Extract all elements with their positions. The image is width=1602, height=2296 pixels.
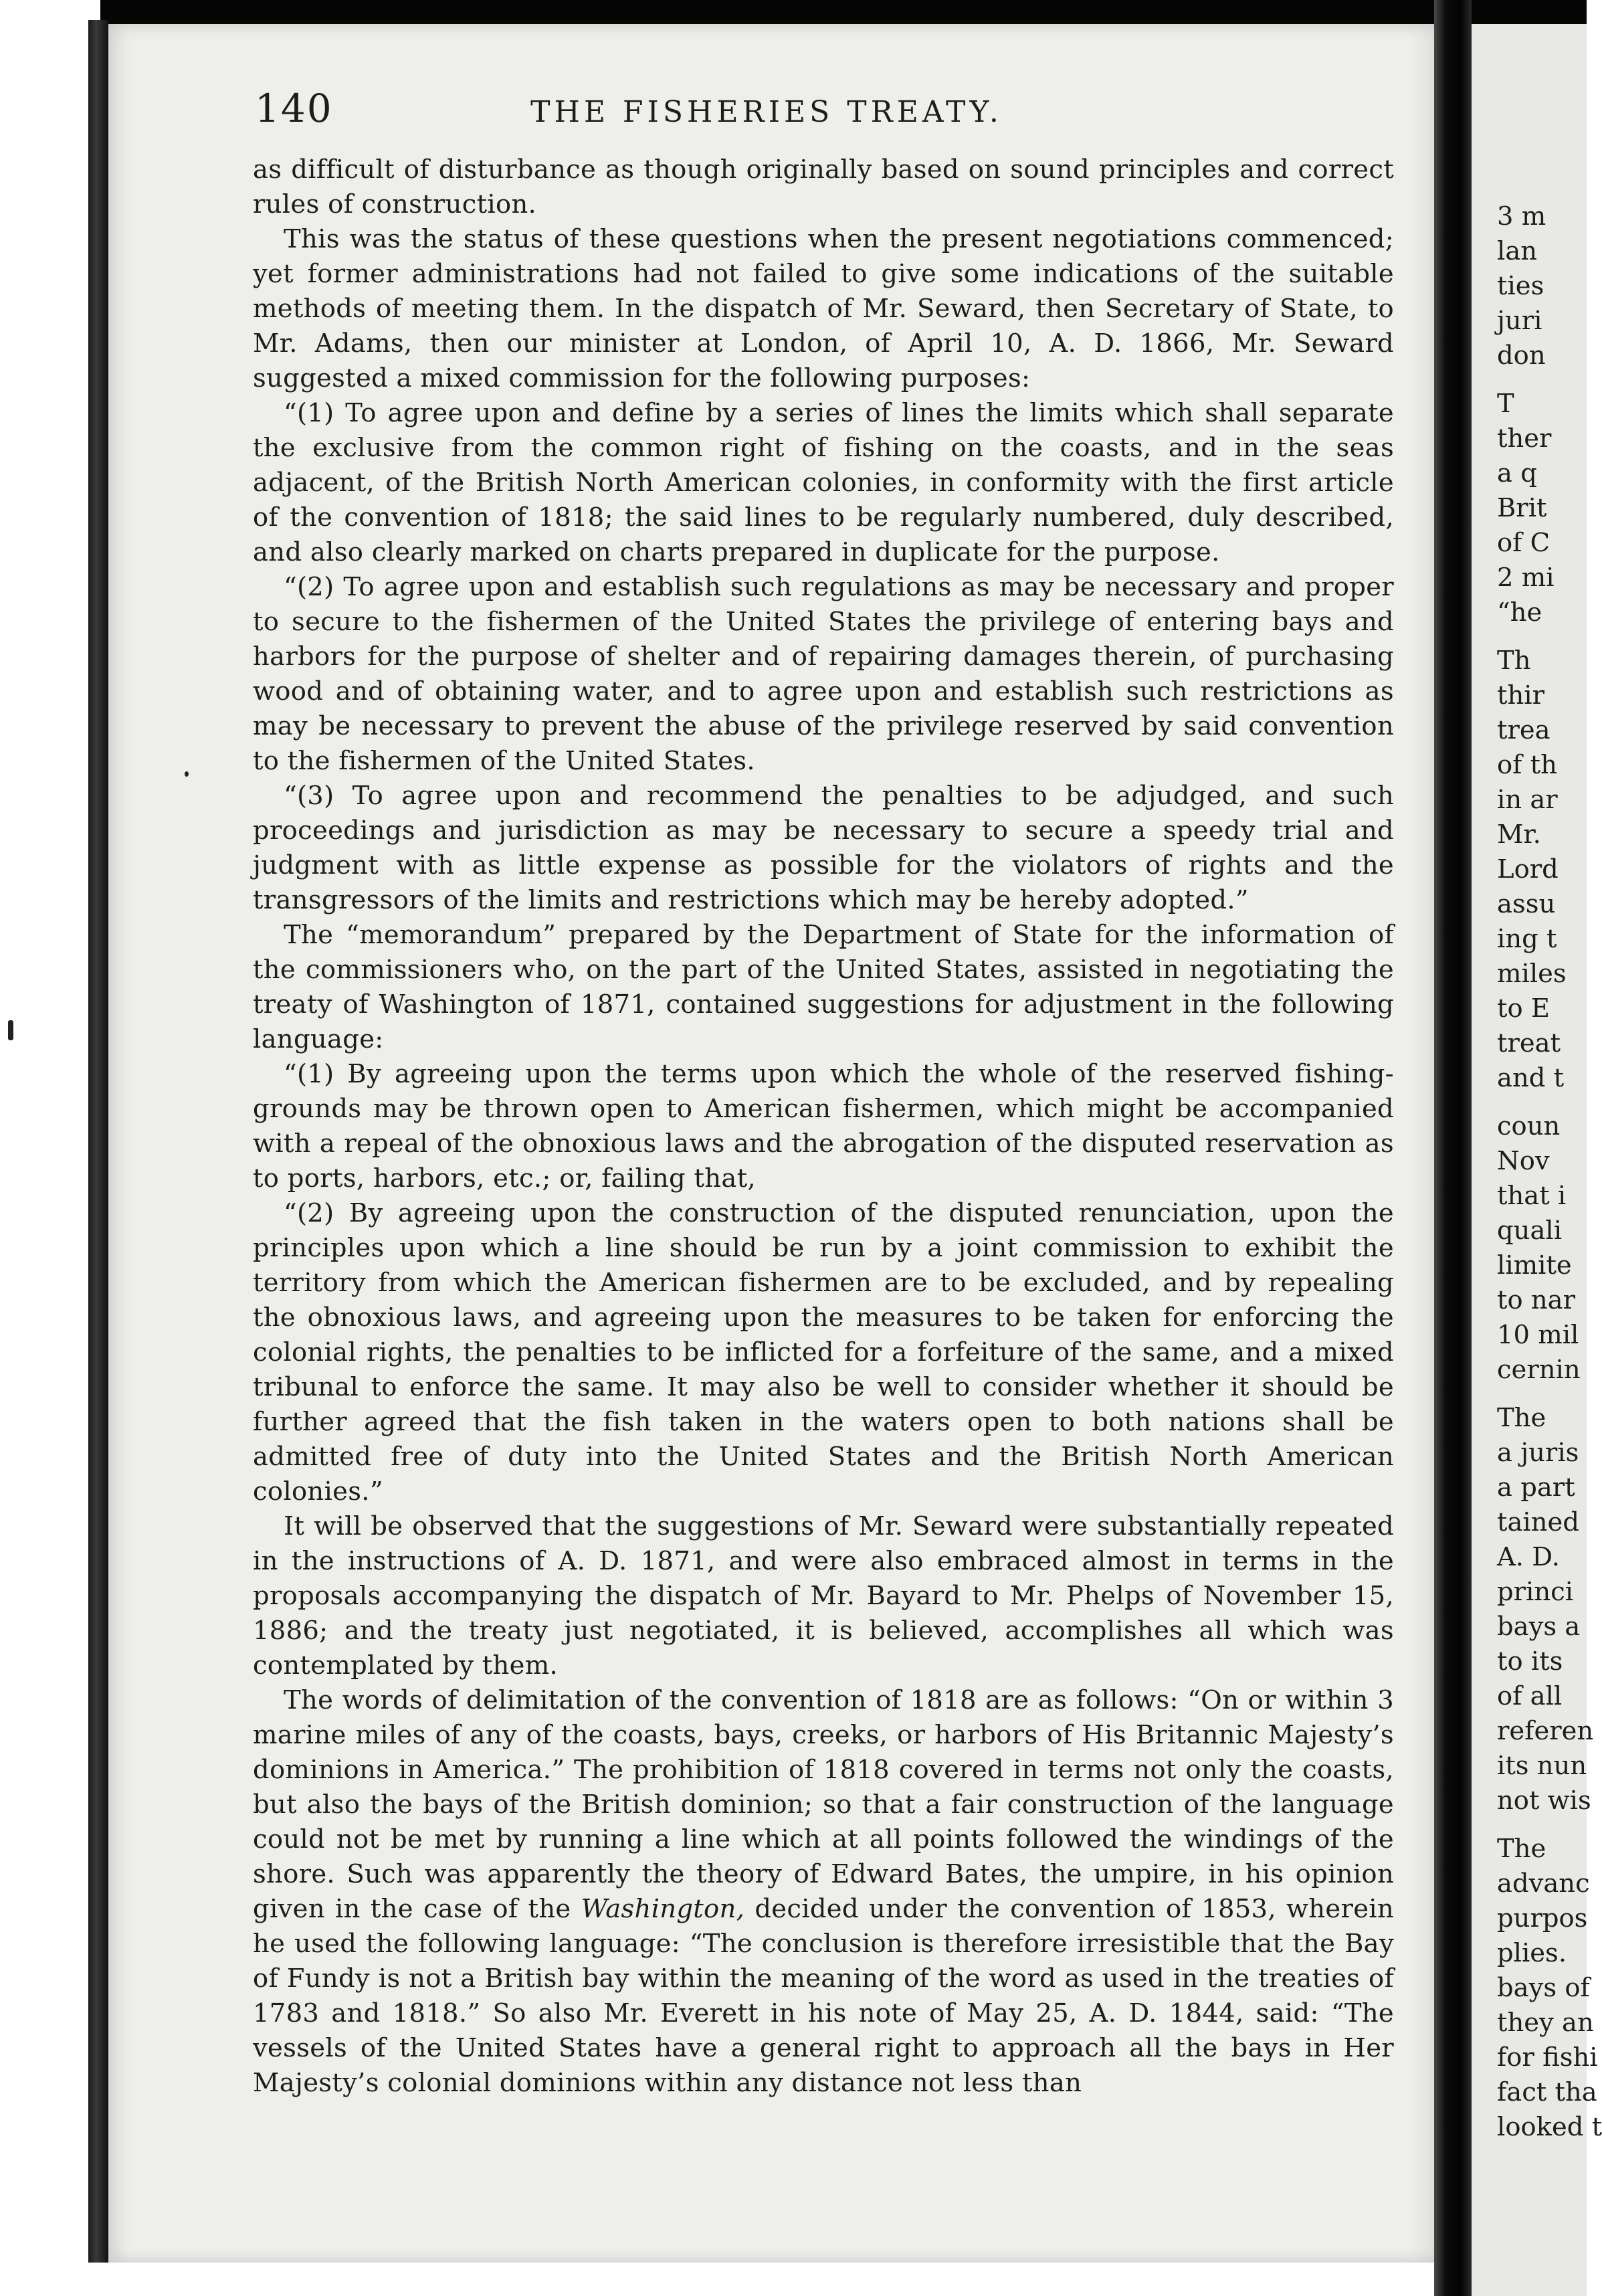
facing-page-line: looked t — [1497, 2112, 1602, 2142]
paragraph: This was the status of these questions when the present negotiations commenced; yet former administrations had not failed to give some indications of the suitable methods of meeting them. In the dispatch of Mr. Seward, then Secretary of State, to Mr. Adams, then our minister at London, of April 10, A. D. 1866, Mr. Seward suggested a mixed commission for the following purposes: — [253, 224, 1394, 393]
facing-page-line: Th — [1497, 646, 1531, 676]
facing-page-line: to E — [1497, 993, 1550, 1024]
facing-page-line: lan — [1497, 236, 1538, 266]
running-title: THE FISHERIES TREATY. — [530, 95, 1003, 129]
facing-page-line: to its — [1497, 1646, 1563, 1677]
facing-page-line: ties — [1497, 271, 1544, 301]
facing-page-line: tained — [1497, 1507, 1579, 1537]
facing-page-line: plies. — [1497, 1938, 1567, 1968]
facing-page-line: Mr. — [1497, 820, 1541, 850]
facing-page-line: to nar — [1497, 1285, 1576, 1315]
facing-page-line: Nov — [1497, 1146, 1550, 1176]
paragraph — [253, 1683, 1394, 2101]
scan-speck — [185, 771, 189, 777]
page-number: 140 — [255, 86, 333, 131]
paragraph: The “memorandum” prepared by the Department of State for the information of the commissioners who, on the part of the United States, assisted in negotiating the treaty of Washington of 1871, contained suggestions for adjustment in the following language: — [253, 920, 1394, 1054]
facing-page-text — [1497, 199, 1602, 2145]
facing-page-line: that i — [1497, 1181, 1567, 1211]
facing-page-line: ing t — [1497, 924, 1557, 954]
facing-page-line: 2 mi — [1497, 563, 1555, 593]
facing-page-line: fact tha — [1497, 2077, 1597, 2107]
facing-page-line: referen — [1497, 1716, 1594, 1746]
facing-page-line: of C — [1497, 528, 1550, 558]
facing-page-line: for fishi — [1497, 2042, 1598, 2073]
facing-page-line: a part — [1497, 1472, 1575, 1503]
facing-page-line: Brit — [1497, 493, 1547, 523]
facing-page-line: of all — [1497, 1681, 1563, 1711]
scan-top-border — [0, 0, 1587, 24]
facing-page-line: in ar — [1497, 785, 1558, 815]
facing-page-line: cernin — [1497, 1355, 1581, 1385]
page-header — [144, 86, 1389, 139]
facing-page-line: thir — [1497, 680, 1544, 710]
facing-page-line: treat — [1497, 1028, 1561, 1058]
facing-page-line: T — [1497, 389, 1514, 419]
facing-page-line: 10 mil — [1497, 1320, 1579, 1350]
scan-left-margin — [0, 0, 100, 2296]
facing-page-line: and t — [1497, 1063, 1565, 1093]
facing-page-line: a q — [1497, 458, 1537, 488]
facing-page-line: The — [1497, 1834, 1546, 1864]
paragraph: as difficult of disturbance as though originally based on sound principles and correct rules of construction. — [253, 155, 1394, 219]
facing-page-line: not wis — [1497, 1786, 1591, 1816]
facing-page-line: its nun — [1497, 1751, 1587, 1781]
paragraph: It will be observed that the suggestions of Mr. Seward were substantially repeated in the instructions of A. D. 1871, and were also embraced almost in terms in the proposals accompanying the dispatch of Mr. Bayard to Mr. Phelps of November 15, 1886; and the treaty just negotiated, it is believed, accomplishes all which was contemplated by them. — [253, 1511, 1394, 1681]
ship-name: Washington, — [581, 1894, 745, 1924]
book-gutter — [1434, 0, 1472, 2296]
facing-page-line: advanc — [1497, 1869, 1590, 1899]
scan-bottom-margin — [88, 2263, 1434, 2296]
paragraph-text: The words of delimitation of the convention of 1818 are as follows: “On or within 3 marine miles of any of the coasts, bays, creeks, or harbors of His Britannic Majesty’s dominions in America.” The prohibition of 1818 covered in terms not only the coasts, but also the bays of the British dominion; so that a fair construction of the language could not be met by running a line which at all points followed the windings of the shore. Such was apparently the theory of Edward Bates, the umpire, in his opinion given in the case of the — [253, 1685, 1394, 1924]
facing-page-line: of th — [1497, 750, 1557, 780]
facing-page-line: ther — [1497, 423, 1552, 454]
facing-page-line: quali — [1497, 1216, 1563, 1246]
quoted-paragraph: “(3) To agree upon and recommend the penalties to be adjudged, and such proceedings and jurisdiction as may be necessary to secure a speedy trial and judgment with as little expense as possible for the violators of rights and the transgressors of the limits and restrictions which may be hereby adopted.” — [253, 781, 1394, 915]
facing-page-line: miles — [1497, 959, 1567, 989]
book-left-edge — [88, 20, 108, 2268]
facing-page-line: juri — [1497, 306, 1542, 336]
facing-page-line: 3 m — [1497, 201, 1546, 231]
facing-page-line: they an — [1497, 2008, 1594, 2038]
facing-page-line: “he — [1497, 597, 1542, 628]
facing-page-line: limite — [1497, 1250, 1572, 1280]
facing-page-line: princi — [1497, 1577, 1574, 1607]
facing-page-line: purpos — [1497, 1903, 1588, 1933]
facing-page — [1472, 24, 1602, 2296]
facing-page-line: trea — [1497, 715, 1550, 745]
paragraph-text: decided under the convention of 1853, wherein he used the following language: “The conclusion is therefore irresistible that the Bay of Fundy is not a British bay within the meaning of the word as used in the treaties of 1783 and 1818.” So also Mr. Everett in his note of May 25, A. D. 1844, said: “The vessels of the United States have a general right to approach all the bays in Her Majesty’s colonial dominions within any distance not less than — [253, 1894, 1394, 2098]
quoted-paragraph: “(2) To agree upon and establish such regulations as may be necessary and proper to secure to the fishermen of the United States the privilege of entering bays and harbors for the purpose of shelter and of repairing damages therein, of purchasing wood and of obtaining water, and to agree upon and establish such restrictions as may be necessary to prevent the abuse of the privilege reserved by said convention to the fishermen of the United States. — [253, 572, 1394, 776]
facing-page-line: The — [1497, 1403, 1546, 1433]
quoted-paragraph: “(2) By agreeing upon the construction of the disputed renunciation, upon the principles upon which a line should be run by a joint commission to exhibit the territory from which the American fishermen are to be excluded, and by repealing the obnoxious laws, and agreeing upon the measures to be taken for enforcing the colonial rights, the penalties to be inflicted for a forfeiture of the same, and a mixed tribunal to enforce the same. It may also be well to consider whether it should be further agreed that the fish taken in the waters open to both nations shall be admitted free of duty into the United States and the British North American colonies.” — [253, 1198, 1394, 1507]
facing-page-line: bays of — [1497, 1973, 1590, 2003]
facing-page-line: Lord — [1497, 854, 1559, 884]
facing-page-line: don — [1497, 341, 1546, 371]
facing-page-line: A. D. — [1497, 1542, 1561, 1572]
quoted-paragraph: “(1) To agree upon and define by a series of lines the limits which shall separate the exclusive from the common right of fishing on the coasts, and in the seas adjacent, of the British North American colonies, in conformity with the first article of the convention of 1818; the said lines to be regularly numbered, duly described, and also clearly marked on charts prepared in duplicate for the purpose. — [253, 398, 1394, 567]
facing-page-line: a juris — [1497, 1438, 1579, 1468]
facing-page-line: coun — [1497, 1111, 1561, 1141]
scan-speck — [8, 1020, 13, 1040]
quoted-paragraph: “(1) By agreeing upon the terms upon which the whole of the reserved fishing-grounds may be thrown open to American fishermen, which might be accompanied with a repeal of the obnoxious laws and the abrogation of the disputed reservation as to ports, harbors, etc.; or, failing that, — [253, 1059, 1394, 1193]
facing-page-line: assu — [1497, 889, 1556, 919]
facing-page-line: bays a — [1497, 1612, 1581, 1642]
page-body — [253, 153, 1394, 2101]
